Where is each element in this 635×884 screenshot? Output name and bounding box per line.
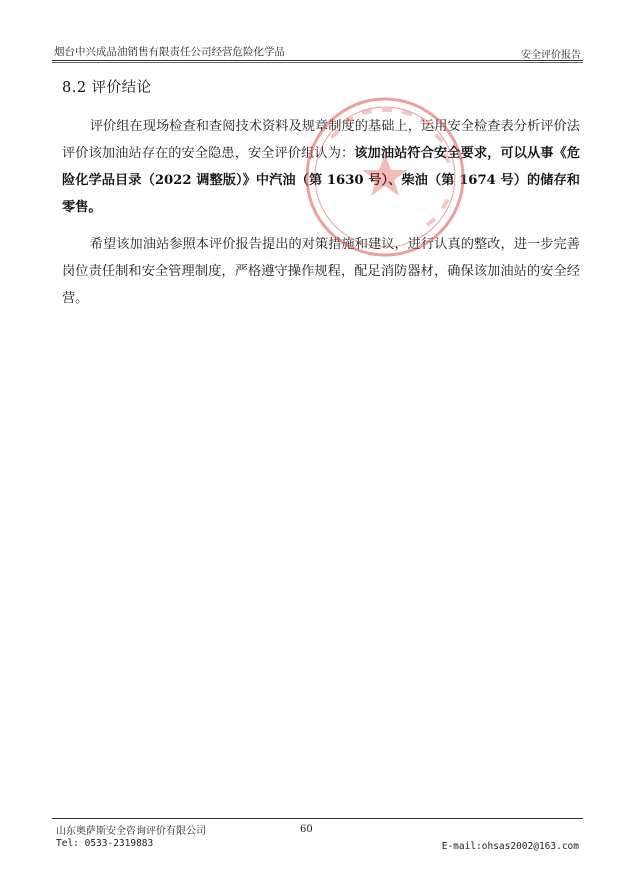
header-title: 烟台中兴成品油销售有限责任公司经营危险化学品: [54, 46, 285, 58]
footer-company: 山东奥萨斯安全咨询评价有限公司: [56, 826, 206, 837]
section-title: 8.2 评价结论: [62, 80, 152, 96]
header-doc-type: 安全评价报告: [521, 50, 581, 61]
conclusion-bold-text: 该加油站符合安全要求，可以从事《危险化学品目录（2022 调整版）》中汽油（第 1630 号）、柴油（第 1674 号）的储存和零售。: [62, 146, 581, 215]
footer-email: E-mail:ohsas2002@163.com: [441, 841, 579, 852]
page-number: 60: [300, 824, 313, 835]
header-rule: [52, 60, 583, 61]
footer-tel: Tel: 0533-2319883: [56, 838, 154, 849]
header-rule-thin: [52, 62, 583, 63]
conclusion-paragraph: [62, 113, 580, 221]
conclusion-text: 评价组在现场检查和查阅技术资料及规章制度的基础上，运用安全检查表分析评价法评价该加油站存在的安全隐患，安全评价组认为：: [62, 119, 580, 161]
recommendation-paragraph: 希望该加油站参照本评价报告提出的对策措施和建议，进行认真的整改，进一步完善岗位责任制和安全管理制度，严格遵守操作规程，配足消防器材，确保该加油站的安全经营。: [62, 237, 580, 306]
footer-rule: [52, 818, 583, 819]
